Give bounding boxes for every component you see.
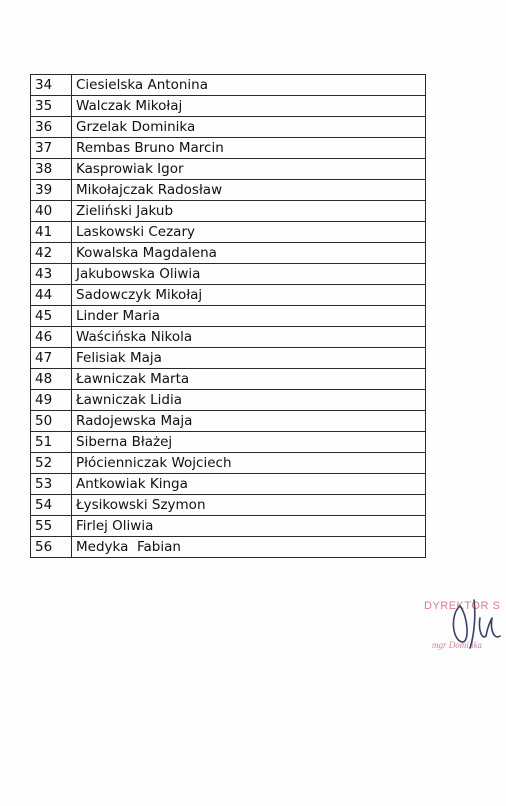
roster-row-name: Łysikowski Szymon (72, 495, 426, 516)
roster-row (31, 285, 426, 306)
roster-row (31, 516, 426, 537)
roster-row (31, 327, 426, 348)
roster-row (31, 201, 426, 222)
roster-row-number: 37 (31, 138, 72, 159)
roster-row (31, 306, 426, 327)
roster-row-number: 51 (31, 432, 72, 453)
roster-row-name: Laskowski Cezary (72, 222, 426, 243)
roster-row (31, 348, 426, 369)
roster-row-name: Siberna Błażej (72, 432, 426, 453)
student-roster-table (30, 74, 426, 558)
roster-row-name: Płócienniczak Wojciech (72, 453, 426, 474)
roster-row-number: 40 (31, 201, 72, 222)
roster-row-name: Jakubowska Oliwia (72, 264, 426, 285)
roster-row-number: 43 (31, 264, 72, 285)
roster-row-name: Ławniczak Marta (72, 369, 426, 390)
roster-row-number: 46 (31, 327, 72, 348)
roster-row-name: Antkowiak Kinga (72, 474, 426, 495)
roster-row (31, 453, 426, 474)
roster-row-number: 41 (31, 222, 72, 243)
roster-row-number: 52 (31, 453, 72, 474)
handwritten-signature (446, 596, 502, 654)
roster-row-name: Mikołajczak Radosław (72, 180, 426, 201)
roster-row (31, 96, 426, 117)
roster-row-number: 50 (31, 411, 72, 432)
roster-row-number: 36 (31, 117, 72, 138)
roster-row (31, 495, 426, 516)
roster-row (31, 369, 426, 390)
roster-row-number: 39 (31, 180, 72, 201)
roster-row (31, 180, 426, 201)
roster-row-name: Zieliński Jakub (72, 201, 426, 222)
roster-body (31, 75, 426, 558)
roster-row-name: Kasprowiak Igor (72, 159, 426, 180)
roster-row-name: Felisiak Maja (72, 348, 426, 369)
roster-row-name: Radojewska Maja (72, 411, 426, 432)
roster-row-name: Linder Maria (72, 306, 426, 327)
roster-row-number: 55 (31, 516, 72, 537)
roster-row-number: 45 (31, 306, 72, 327)
roster-row-number: 48 (31, 369, 72, 390)
roster-row-name: Kowalska Magdalena (72, 243, 426, 264)
roster-row-number: 49 (31, 390, 72, 411)
roster-row (31, 75, 426, 96)
roster-row-name: Waścińska Nikola (72, 327, 426, 348)
roster-row-name: Ciesielska Antonina (72, 75, 426, 96)
roster-row (31, 138, 426, 159)
roster-row (31, 117, 426, 138)
roster-row-number: 34 (31, 75, 72, 96)
stamp-title: DYREKTOR S (424, 600, 501, 612)
roster-row (31, 159, 426, 180)
roster-row-number: 53 (31, 474, 72, 495)
roster-row-name: Sadowczyk Mikołaj (72, 285, 426, 306)
roster-row (31, 390, 426, 411)
roster-row-number: 42 (31, 243, 72, 264)
roster-row-number: 56 (31, 537, 72, 558)
roster-row-number: 44 (31, 285, 72, 306)
roster-row-name: Rembas Bruno Marcin (72, 138, 426, 159)
roster-row-number: 54 (31, 495, 72, 516)
roster-row-name: Walczak Mikołaj (72, 96, 426, 117)
roster-row (31, 537, 426, 558)
roster-row-name: Firlej Oliwia (72, 516, 426, 537)
roster-row (31, 411, 426, 432)
roster-row (31, 222, 426, 243)
roster-row (31, 264, 426, 285)
roster-row-number: 35 (31, 96, 72, 117)
roster-row-number: 47 (31, 348, 72, 369)
roster-row-name: Ławniczak Lidia (72, 390, 426, 411)
roster-row-name: Medyka Fabian (72, 537, 426, 558)
roster-row-name: Grzelak Dominika (72, 117, 426, 138)
roster-row-number: 38 (31, 159, 72, 180)
roster-row (31, 432, 426, 453)
roster-row (31, 243, 426, 264)
stamp-subtitle: mgr Domi ika (432, 640, 482, 650)
roster-row (31, 474, 426, 495)
